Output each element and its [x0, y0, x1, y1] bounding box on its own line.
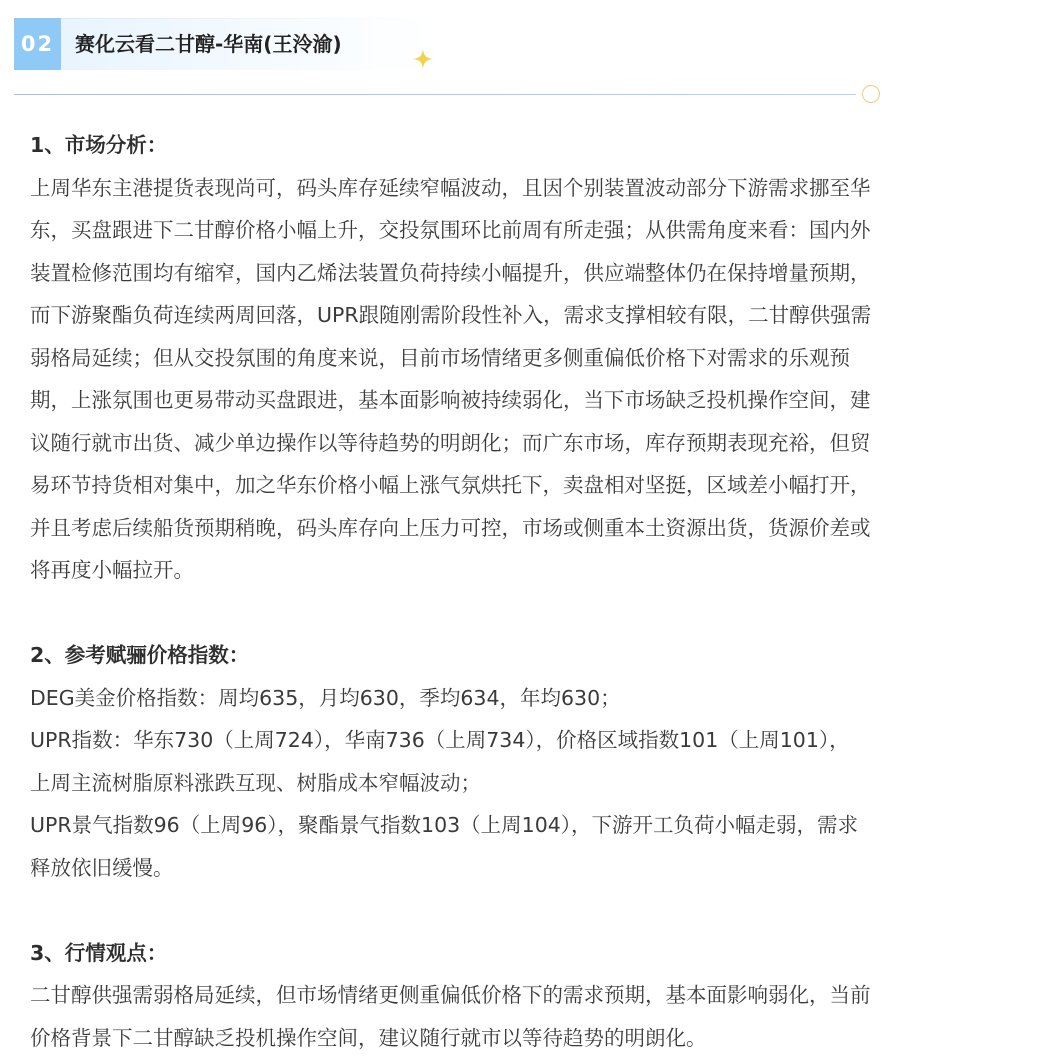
paragraph-line: UPR指数：华东730（上周724），华南736（上周734），价格区域指数101（上周101）， [30, 719, 1020, 762]
header-divider [14, 94, 856, 95]
paragraph-line: 价格背景下二甘醇缺乏投机操作空间，建议随行就市以等待趋势的明朗化。 [30, 1017, 1020, 1059]
title-banner [61, 18, 434, 70]
page-title: 赛化云看二甘醇-华南(王泠渝) [75, 18, 342, 70]
paragraph-line: 释放依旧缓慢。 [30, 847, 1020, 890]
paragraph-line: 二甘醇供强需弱格局延续，但市场情绪更侧重偏低价格下的需求预期，基本面影响弱化，当前 [30, 974, 1020, 1017]
section-market-analysis [30, 124, 1020, 592]
paragraph-line: 弱格局延续；但从交投氛围的角度来说，目前市场情绪更多侧重偏低价格下对需求的乐观预 [30, 337, 1020, 380]
paragraph-line: 而下游聚酯负荷连续两周回落，UPR跟随刚需阶段性补入，需求支撑相较有限，二甘醇供强需 [30, 294, 1020, 337]
paragraph-line: 装置检修范围均有缩窄，国内乙烯法装置负荷持续小幅提升，供应端整体仍在保持增量预期， [30, 252, 1020, 295]
paragraph-line: 上周主流树脂原料涨跌互现、树脂成本窄幅波动； [30, 762, 1020, 805]
section-title: 2、参考赋骊价格指数： [30, 634, 1020, 677]
section-spacer [30, 592, 1020, 635]
paragraph-line: 期，上涨氛围也更易带动买盘跟进，基本面影响被持续弱化，当下市场缺乏投机操作空间，建 [30, 379, 1020, 422]
paragraph-line: UPR景气指数96（上周96），聚酯景气指数103（上周104），下游开工负荷小幅走弱，需求 [30, 804, 1020, 847]
circle-ring-icon [862, 85, 880, 103]
paragraph-line: 东，买盘跟进下二甘醇价格小幅上升，交投氛围环比前周有所走强；从供需角度来看：国内外 [30, 209, 1020, 252]
section-header [14, 18, 434, 70]
paragraph-line: 将再度小幅拉开。 [30, 549, 1020, 592]
section-market-view [30, 932, 1020, 1059]
section-price-index [30, 634, 1020, 889]
paragraph-line: 议随行就市出货、减少单边操作以等待趋势的明朗化；而广东市场，库存预期表现充裕，但贸 [30, 422, 1020, 465]
section-number: 02 [14, 18, 61, 70]
paragraph-line: 上周华东主港提货表现尚可，码头库存延续窄幅波动，且因个别装置波动部分下游需求挪至华 [30, 167, 1020, 210]
paragraph-line: 并且考虑后续船货预期稍晚，码头库存向上压力可控，市场或侧重本土资源出货，货源价差或 [30, 507, 1020, 550]
paragraph-line: DEG美金价格指数：周均635，月均630，季均634，年均630； [30, 677, 1020, 720]
section-title: 3、行情观点： [30, 932, 1020, 975]
article-body [30, 124, 1020, 1059]
section-title: 1、市场分析： [30, 124, 1020, 167]
paragraph-line: 易环节持货相对集中，加之华东价格小幅上涨气氛烘托下，卖盘相对坚挺，区域差小幅打开， [30, 464, 1020, 507]
sparkle-icon [412, 48, 434, 70]
section-spacer [30, 889, 1020, 932]
